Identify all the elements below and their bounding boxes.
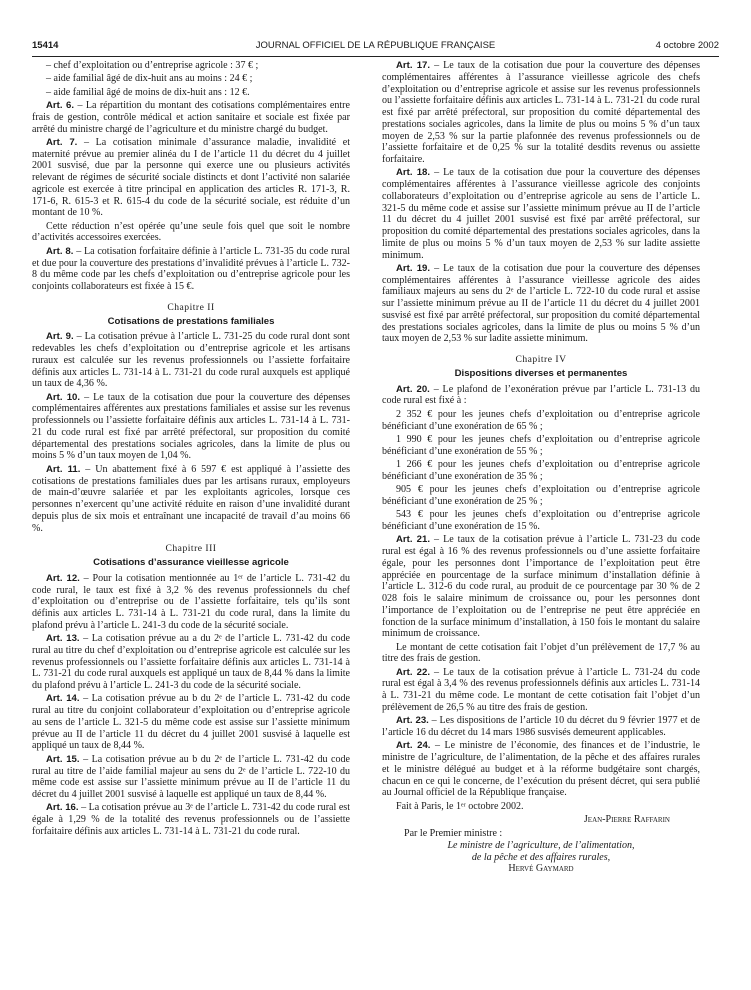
- list-item: 543 € pour les jeunes chefs d’exploitation ou d’entreprise agricole bénéficiant d’une exonération de 15 %.: [382, 509, 700, 532]
- page-header: [32, 40, 719, 54]
- article-label: Art. 10.: [46, 391, 81, 403]
- article-text: – La répartition du montant des cotisations complémentaires entre frais de gestion, contrôle médical et action sanitaire et sociale est fixée par arrêté du ministre chargé de l’agriculture et du ministre chargé du budget.: [32, 100, 350, 135]
- list-item: – chef d’exploitation ou d’entreprise agricole : 37 € ;: [46, 60, 259, 71]
- article-text: – Les dispositions de l’article 10 du décret du 9 février 1977 et de l’article 16 du décret du 14 mars 1986 susvisés demeurent applicables.: [382, 715, 700, 739]
- header-rule: [32, 56, 719, 57]
- done-at-line: Fait à Paris, le 1ᵉʳ octobre 2002.: [396, 800, 524, 812]
- left-column: [32, 60, 350, 839]
- article-text: – Le taux de la cotisation prévue à l’article L. 731-23 du code rural est égal à 16 % des revenus professionnels ou d’une assiette forfaitaire égale, pour les personnes dont l’importance de l’exploitation peut être appréciée en pourcentage de la surface minimum d’installation définie à l’article L. 312-6 du code rural, au produit de ce pourcentage par 30 % de 2 028 fois le salaire minimum de croissance ou, pour les personnes dont l’importance de l’exploitation ou de l’entreprise ne peut être appréciée en fonction de la surface minimum d’installation, à 150 fois le montant du salaire minimum de croissance.: [382, 534, 700, 640]
- article-text: – La cotisation prévue au b du 2ᵉ de l’article L. 731-42 du code rural au titre de l’aide familial majeur au sens du 2ᵉ de l’article L. 722-10 du même code est assise sur l’assiette minimum prévue au II de l’article 11 du décret du 4 juillet 2001 susvisé à laquelle est appliqué un taux de 8,44 %.: [32, 753, 350, 801]
- article-label: Art. 17.: [396, 60, 431, 71]
- chapter-heading: Chapitre III: [165, 543, 217, 555]
- article-18: [382, 167, 700, 261]
- article-text: – La cotisation prévue à l’article L. 731-25 du code rural dont sont redevables les chefs d’exploitation ou d’entreprise agricole et les artisans ruraux est calculée sur les revenus professionnels ou l’assiette forfaitaire définis aux articles L. 731-14 à L. 731-21 du code rural auxquels est appliqué un taux de 4,36 %.: [32, 331, 350, 390]
- article-8: [32, 246, 350, 293]
- article-21-paragraph: Le montant de cette cotisation fait l’objet d’un prélèvement de 17,7 % au titre des frais de gestion.: [382, 641, 700, 665]
- journal-title: JOURNAL OFFICIEL DE LA RÉPUBLIQUE FRANÇAISE: [255, 40, 496, 51]
- list-item: 2 352 € pour les jeunes chefs d’exploitation ou d’entreprise agricole bénéficiant d’une exonération de 65 % ;: [382, 408, 700, 432]
- chapter-subtitle: Cotisations d’assurance vieillesse agricole: [93, 557, 289, 568]
- article-6: [32, 100, 350, 135]
- article-label: Art. 19.: [396, 262, 431, 274]
- article-10: [32, 392, 350, 463]
- article-16: [32, 802, 350, 837]
- article-23: [382, 715, 700, 739]
- list-item: 1 990 € pour les jeunes chefs d’exploitation ou d’entreprise agricole bénéficiant d’une exonération de 55 % ;: [382, 433, 700, 457]
- list-item: – aide familial âgé de moins de dix-huit ans : 12 €.: [46, 86, 250, 98]
- article-text: – Le taux de la cotisation due pour la couverture des dépenses complémentaires afférentes aux prestations familiales et assise sur les revenus professionnels ou l’assiette forfaitaire définis aux articles L. 731-14 à L. 731-21 du code rural est fixé par arrêté préfectoral, sur proposition du comité départemental des prestations sociales agricoles, dans la limite de plus ou moins 5 % d’un taux moyen de 1,04 %.: [32, 391, 350, 462]
- by-prime-minister: Par le Premier ministre :: [404, 828, 503, 840]
- article-text: – Un abattement fixé à 6 597 € est appliqué à l’assiette des cotisations de prestations familiales dues par les artisans ruraux, employeurs de main-d’œuvre salariée et par les exploitants agricoles, lorsque ces personnes n’exercent qu’une activité réduite en raison d’une invalidité durant depuis plus de six mois et entraînant une incapacité de travail d’au moins 66 %.: [32, 463, 350, 534]
- article-text: – La cotisation prévue au 3ᵉ de l’article L. 731-42 du code rural est égale à 1,29 % de la totalité des revenus professionnels ou de l’assiette forfaitaire définis aux articles L. 731-14 à L. 731-21 du code rural.: [32, 802, 350, 837]
- article-19: [382, 263, 700, 345]
- article-label: Art. 24.: [396, 740, 431, 752]
- chapter-subtitle: Cotisations de prestations familiales: [107, 315, 275, 327]
- article-7-paragraph: Cette réduction n’est opérée qu’une seule fois quel que soit le nombre d’activités accessoires exercées.: [32, 220, 350, 244]
- article-text: – La cotisation forfaitaire définie à l’article L. 731-35 du code rural et due pour la couverture des prestations d’invalidité prévues à l’article L. 732-8 du même code par les chefs d’exploitation ou d’entreprise agricole pour les conjoints collaborateurs est fixée à 15 €.: [32, 245, 350, 293]
- article-20: [382, 384, 700, 408]
- article-label: Art. 22.: [396, 666, 431, 678]
- article-24: [382, 740, 700, 799]
- article-12: [32, 573, 350, 632]
- article-text: – Le ministre de l’économie, des finances et de l’industrie, le ministre de l’agriculture, de l’alimentation, de la pêche et des affaires rurales et le ministre délégué au budget et à la réforme budgétaire sont chargés, chacun en ce qui le concerne, de l’exécution du présent décret, qui sera publié au Journal officiel de la République française.: [382, 740, 700, 799]
- article-label: Art. 6.: [46, 100, 75, 112]
- list-item: 905 € pour les jeunes chefs d’exploitation ou d’entreprise agricole bénéficiant d’une exonération de 25 % ;: [382, 484, 700, 507]
- article-text: – Pour la cotisation mentionnée au 1ᵉʳ de l’article L. 731-42 du code rural, le taux est fixé à 3,2 % des revenus professionnels du chef d’exploitation ou d’entreprise ou de l’assiette forfaitaire, tels qu’ils sont définis aux articles L. 731-14 à L. 731-21 du code rural, dans la limite du plafond prévu à l’article L. 241-3 du code de la sécurité sociale.: [32, 572, 351, 631]
- article-7: [32, 137, 350, 219]
- article-label: Art. 16.: [46, 802, 79, 814]
- chapter-heading: Chapitre II: [167, 301, 215, 313]
- article-13: [32, 633, 350, 692]
- article-text: – Le taux de la cotisation due pour la couverture des dépenses complémentaires afférentes à l’assurance vieillesse agricole des chefs d’exploitation ou d’entreprise agricole et assise sur les revenus professionnels ou l’assiette forfaitaire définis aux articles L. 731-14 à L. 731-21 du code rural est fixé par arrêté préfectoral, sur proposition du comité départemental des prestations sociales agricoles, dans la limite de plus ou moins 5 % d’un taux moyen de 2,53 % sur la partie plafonnée des revenus professionnels ou de l’assiette forfaitaire et de 0,25 % sur la totalité desdits revenus ou assiette forfaitaire.: [382, 60, 700, 165]
- article-11: [32, 464, 350, 535]
- article-15: [32, 754, 350, 801]
- article-label: Art. 20.: [396, 383, 430, 395]
- article-label: Art. 23.: [396, 715, 429, 727]
- minister-name: Hervé Gaymard: [508, 863, 574, 875]
- article-label: Art. 18.: [396, 167, 431, 179]
- article-text: – Le taux de la cotisation due pour la couverture des dépenses complémentaires afférentes à l’assurance vieillesse agricole des aides familiaux majeurs au sens du 2ᵉ de l’article L. 722-10 du code rural et assise sur l’assiette minimum prévue au II de l’article 11 du décret du 4 juillet 2001 susvisé est fixé par arrêté préfectoral, sur proposition du comité départemental des prestations sociales agricoles, dans la limite de plus ou moins 5 % d’un taux moyen de 2,53 % sur ladite assiette minimum.: [382, 262, 700, 345]
- article-text: – La cotisation prévue au b du 2ᵉ de l’article L. 731-42 du code rural au titre du conjoint collaborateur d’exploitation ou d’entreprise agricole au sens de l’article L. 321-5 du même code est assise sur l’assiette minimum prévue au II de l’article 11 du décret du 4 juillet 2001 susvisé à laquelle est appliqué un taux de 8,44 %.: [32, 693, 350, 752]
- article-14: [32, 693, 350, 752]
- issue-date: 4 octobre 2002: [655, 40, 719, 51]
- article-label: Art. 13.: [46, 633, 80, 645]
- article-label: Art. 9.: [46, 331, 74, 343]
- article-label: Art. 14.: [46, 693, 80, 705]
- article-label: Art. 7.: [46, 136, 78, 148]
- chapter-heading: Chapitre IV: [515, 354, 567, 366]
- chapter-subtitle: Dispositions diverses et permanentes: [454, 367, 628, 379]
- article-21: [382, 534, 700, 640]
- article-text: – La cotisation minimale d’assurance maladie, invalidité et maternité prévue au premier alinéa du I de l’article 11 du décret du 4 juillet 2001 susvisé, due par la personne qui exerce une ou plusieurs activités relevant de régimes de sécurité sociale distincts et dont l’activité non salariée agricole est exercée à titre principal en application des articles R. 171-3, R. 171-6, R. 615-3 et R. 615-4 du code de la sécurité sociale, est réduite d’un montant de 10 %.: [32, 136, 350, 219]
- article-9: [32, 331, 350, 390]
- list-item: – aide familial âgé de dix-huit ans au moins : 24 € ;: [46, 73, 253, 85]
- signatory-name: Jean-Pierre Raffarin: [583, 814, 670, 826]
- minister-title-line-2: de la pêche et des affaires rurales,: [471, 851, 611, 863]
- right-column: [382, 60, 700, 875]
- article-text: – Le taux de la cotisation prévue à l’article L. 731-24 du code rural est égal à 3,4 % des revenus professionnels définis aux articles L. 731-14 à L. 731-21 du même code. Le montant de cette cotisation fait l’objet d’un prélèvement de 26,5 % au titre des frais de gestion.: [382, 666, 700, 713]
- article-text: – Le taux de la cotisation due pour la couverture des dépenses complémentaires afférentes à l’assurance vieillesse agricole des conjoints collaborateurs d’exploitation ou d’entreprise agricole au sens de l’article L. 321-5 du même code et assise sur l’assiette minimum prévue au II de l’article 11 du décret du 4 juillet 2001 susvisé est fixé par arrêté préfectoral, sur proposition du comité départemental des prestations sociales agricoles, dans la limite de plus ou moins 5 % d’un taux moyen de 2,53 % sur ladite assiette minimum.: [382, 167, 700, 261]
- article-text: – Le plafond de l’exonération prévue par l’article L. 731-13 du code rural est fixé à :: [382, 383, 700, 407]
- article-label: Art. 11.: [46, 463, 81, 475]
- article-label: Art. 15.: [46, 753, 80, 765]
- article-label: Art. 12.: [46, 572, 80, 584]
- article-label: Art. 8.: [46, 245, 74, 257]
- page-number: 15414: [32, 40, 59, 51]
- article-text: – La cotisation prévue au a du 2ᵉ de l’article L. 731-42 du code rural au titre du chef d’exploitation ou d’entreprise agricole est calculée sur les revenus professionnels ou l’assiette forfaitaire définis aux articles L. 731-14 à L. 731-21 du code rural auxquels est appliqué un taux de 8,44 % dans la limite du plafond prévu à l’article L. 241-3 du code de la sécurité sociale.: [32, 633, 350, 692]
- article-22: [382, 667, 700, 714]
- list-item: 1 266 € pour les jeunes chefs d’exploitation ou d’entreprise agricole bénéficiant d’une exonération de 35 % ;: [382, 458, 700, 482]
- article-label: Art. 21.: [396, 534, 431, 546]
- article-17: [382, 60, 700, 166]
- minister-title-line-1: Le ministre de l’agriculture, de l’alimentation,: [447, 839, 635, 851]
